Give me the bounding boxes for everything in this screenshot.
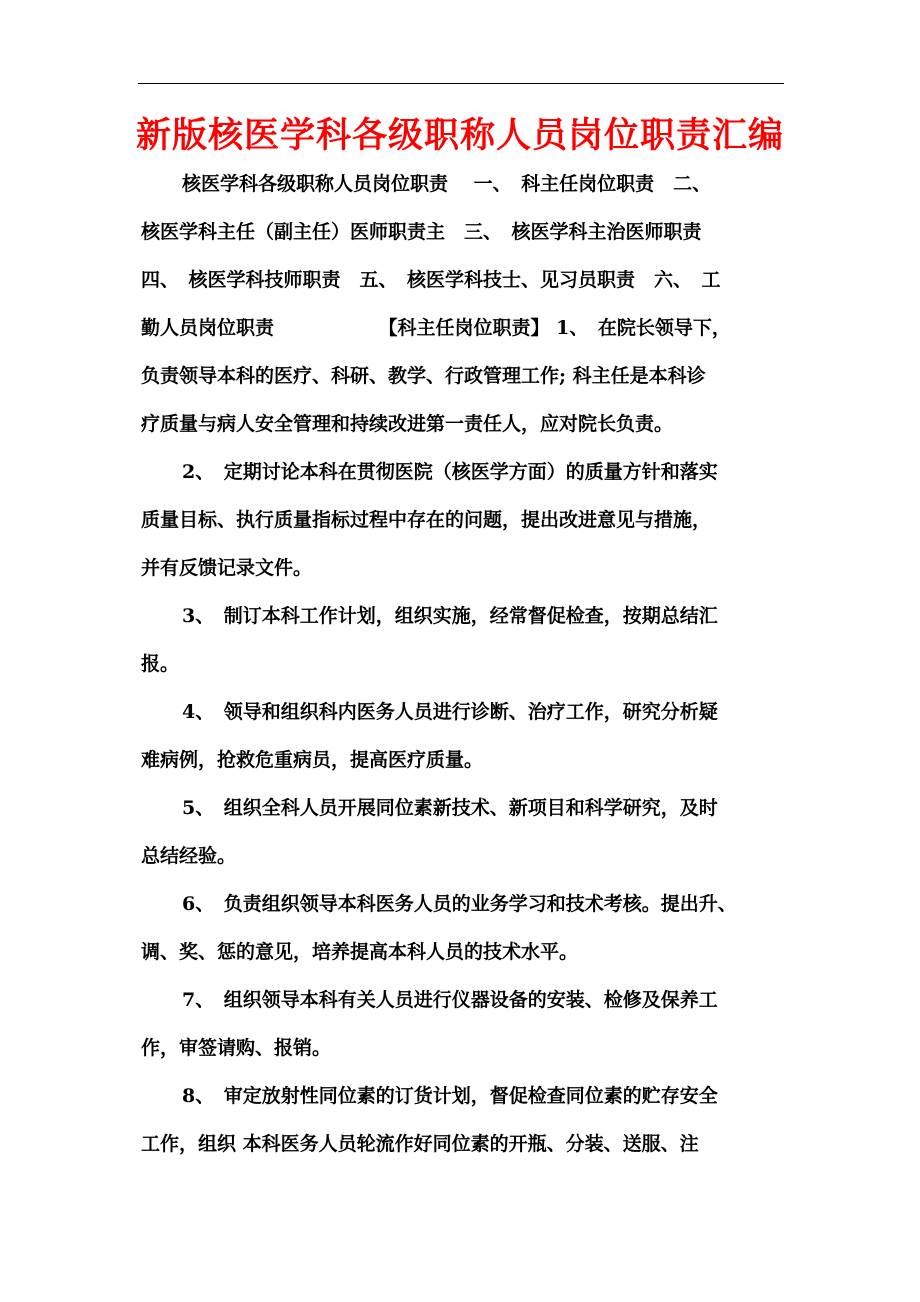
duty-item-3	[141, 592, 793, 688]
paragraph-line: 并有反馈记录文件。	[141, 557, 313, 579]
intro-line: 核医学科各级职称人员岗位职责 一、 科主任岗位职责 二、	[182, 173, 712, 195]
duty-item-6	[141, 880, 793, 976]
document-body	[141, 160, 793, 1168]
header-rule	[138, 83, 784, 84]
intro-line: 疗质量与病人安全管理和持续改进第一责任人，应对院长负责。	[141, 413, 674, 435]
paragraph-line: 8、 审定放射性同位素的订货计划，督促检查同位素的贮存安全	[182, 1085, 718, 1107]
paragraph-line: 6、 负责组织领导本科医务人员的业务学习和技术考核。提出升、	[182, 893, 737, 915]
paragraph-line: 总结经验。	[141, 845, 237, 867]
duty-item-2	[141, 448, 793, 592]
paragraph-line: 5、 组织全科人员开展同位素新技术、新项目和科学研究，及时	[182, 797, 718, 819]
duty-item-8	[141, 1072, 793, 1168]
paragraph-line: 报。	[141, 653, 180, 675]
paragraph-line: 作，审签请购、报销。	[141, 1037, 332, 1059]
document-title: 新版核医学科各级职称人员岗位职责汇编	[135, 115, 784, 156]
duty-item-5	[141, 784, 793, 880]
paragraph-line: 7、 组织领导本科有关人员进行仪器设备的安装、检修及保养工	[182, 989, 718, 1011]
duty-item-4	[141, 688, 793, 784]
intro-line: 四、 核医学科技师职责 五、 核医学科技士、见习员职责 六、 工	[141, 269, 721, 291]
paragraph-line: 质量目标、执行质量指标过程中存在的问题，提出改进意见与措施，	[141, 509, 712, 531]
intro-line: 负责领导本科的医疗、科研、教学、行政管理工作; 科主任是本科诊	[141, 365, 706, 387]
paragraph-line: 工作，组织 本科医务人员轮流作好同位素的开瓶、分装、送服、注	[141, 1133, 699, 1155]
intro-paragraph	[141, 160, 793, 448]
duty-item-7	[141, 976, 793, 1072]
paragraph-line: 难病例，抢救危重病员，提高医疗质量。	[141, 749, 484, 771]
paragraph-line: 2、 定期讨论本科在贯彻医院（核医学方面）的质量方针和落实	[182, 461, 718, 483]
intro-line: 核医学科主任（副主任）医师职责主 三、 核医学科主治医师职责	[141, 221, 702, 243]
paragraph-line: 调、奖、惩的意见，培养提高本科人员的技术水平。	[141, 941, 579, 963]
paragraph-line: 4、 领导和组织科内医务人员进行诊断、治疗工作，研究分析疑	[182, 701, 718, 723]
intro-line: 勤人员岗位职责 【科主任岗位职责】 1、 在院长领导下，	[141, 317, 731, 339]
paragraph-line: 3、 制订本科工作计划，组织实施，经常督促检查，按期总结汇	[182, 605, 718, 627]
